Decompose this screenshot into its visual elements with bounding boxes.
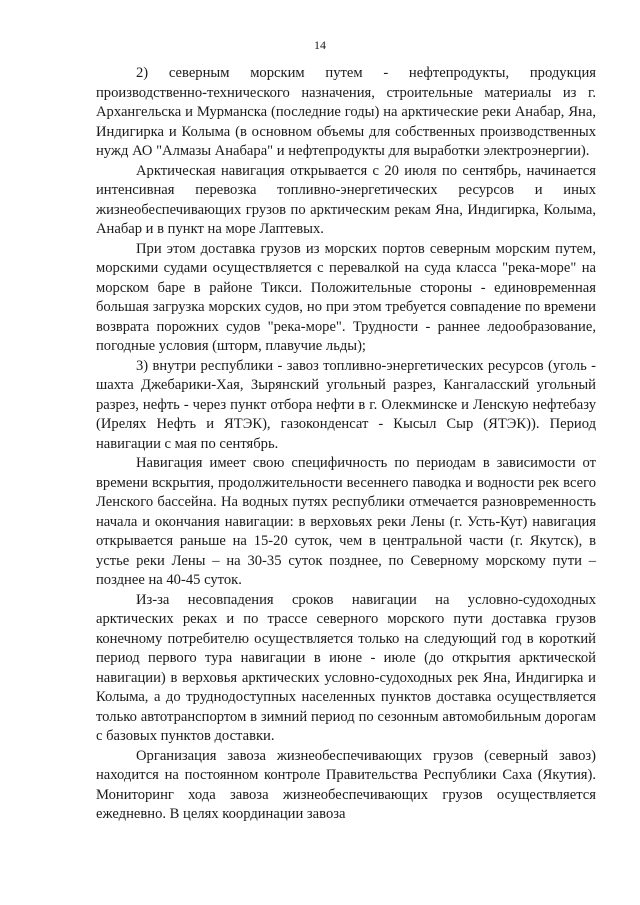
paragraph-delivery-tiksi: При этом доставка грузов из морских портов северным морским путем, морскими судами осуществляется с перевалкой на суда класса "река-море" на морском баре в районе Тикси. Положительные стороны - единовременная большая загрузка морских судов, но при этом требуется совпадение по времени возврата порожних судов "река-море". Трудности - раннее ледообразование, погодные условия (шторм, плавучие льды);	[96, 240, 596, 354]
paragraph-northern-sea-route: 2) северным морским путем - нефтепродукты, продукция производственно-технического назначения, строительные материалы из г. Архангельска и Мурманска (последние годы) на арктические реки Анабар, Яна, Индигирка и Колыма (в основном объемы для собственных производственных нужд АО "Алмазы Анабара" и нефтепродукты для выработки электроэнергии).	[96, 65, 596, 159]
paragraph-organization-control: Организация завоза жизнеобеспечивающих грузов (северный завоз) находится на постоянном контроле Правительства Республики Саха (Якутия). Мониторинг хода завоза жизнеобеспечивающих грузов осуществляется ежедневно. В целях координации завоза	[96, 747, 596, 822]
paragraph-navigation-specifics: Навигация имеет свою специфичность по периодам в зависимости от времени вскрытия, продолжительности весеннего паводка и водности рек всего Ленского бассейна. На водных путях республики отмечается разновременность начала и окончания навигации: в верховьях реки Лены (г. Усть-Кут) навигация открывается раньше на 15-20 суток, чем в центральной части (г. Якутск), в устье реки Лены – на 30-35 суток позднее, по Северному морскому пути – позднее на 40-45 суток.	[96, 455, 596, 588]
paragraph-inside-republic: 3) внутри республики - завоз топливно-энергетических ресурсов (уголь - шахта Джебарики-Хая, Зырянский угольный разрез, Кангаласский угольный разрез, нефть - через пункт отбора нефти в г. Олекминске и Ленскую нефтебазу (Ирелях Нефть и ЯТЭК), газоконденсат - Кысыл Сыр (ЯТЭК)). Период навигации с мая по сентябрь.	[96, 357, 596, 452]
document-body	[96, 64, 596, 825]
page-number: 14	[314, 38, 326, 52]
paragraph-navigation-mismatch: Из-за несовпадения сроков навигации на условно-судоходных арктических реках и по трассе северного морского пути доставка грузов конечному потребителю осуществляется только на следующий год в короткий период первого тура навигации в июне - июле (до открытия арктической навигации) в верховья арктических условно-судоходных рек Яна, Индигирка и Колыма, а до труднодоступных населенных пунктов доставка осуществляется только автотранспортом в зимний период по сезонным автомобильным дорогам с базовых пунктов доставки.	[96, 591, 596, 744]
paragraph-arctic-navigation: Арктическая навигация открывается с 20 июля по сентябрь, начинается интенсивная перевозка топливно-энергетических ресурсов и иных жизнеобеспечивающих грузов по арктическим рекам Яна, Индигирка, Колыма, Анабар и в пункт на море Лаптевых.	[96, 162, 596, 237]
